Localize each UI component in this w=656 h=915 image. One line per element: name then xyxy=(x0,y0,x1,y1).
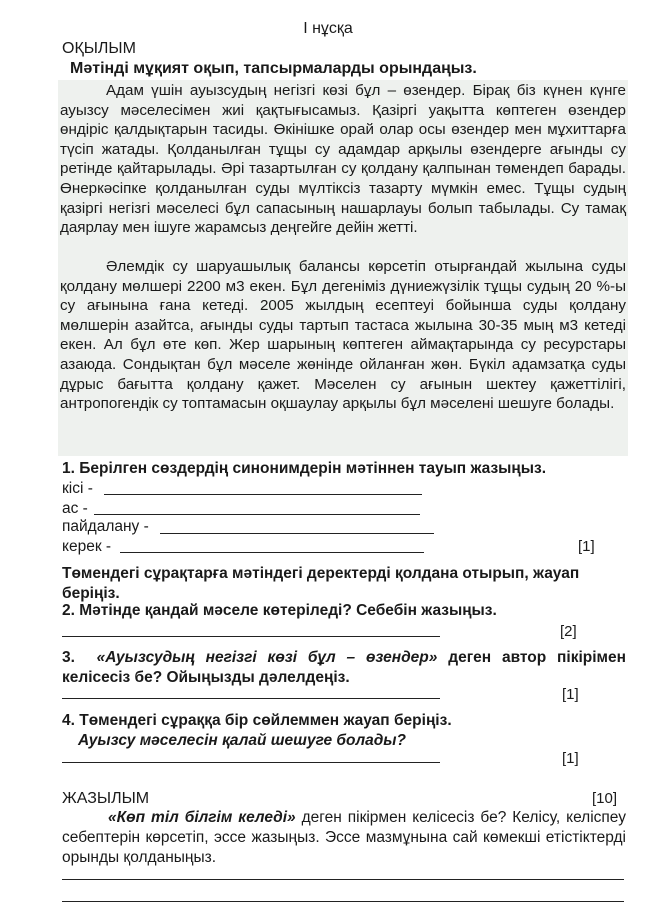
task2-score: [2] xyxy=(560,623,577,640)
reading-paragraph-2: Әлемдік су шаруашылық балансы көрсетіп отырғандай жылына суды қолдану мөлшері 2200 м3 екен. Бұл дегеніміз дүниежүзілік тұщы судың 20 %-ы су ағынына ғана кетеді. 2005 жылдың есептеуі бойынша суды қолдану мөлшерін азайтса, ағынды суды тартып тастаса жылына 30-35 мың м3 кетеді екен. Ал бұл өте көп. Жер шарының көптеген аймақтарында су ресурстары азаюда. Сондықтан бұл мәселе жөнінде ойланған жөн. Бүкіл адамзатқа суды дұрыс бағытта қолдану қажет. Мәселен су ағынын шектеу қажеттілігі, антропогендік су топтамасын оқшаулау арқылы бұл мәселені шешуге болады. xyxy=(60,258,626,413)
task4-question: Ауызсу мәселесін қалай шешуге болады? xyxy=(78,732,407,749)
answer-line-3[interactable] xyxy=(160,533,434,534)
tasks-intro: Төмендегі сұрақтарға мәтіндегі деректерді қолдана отырып, жауап беріңіз. xyxy=(62,565,580,602)
task3-score: [1] xyxy=(562,686,579,703)
variant-title: І нұсқа xyxy=(303,20,353,37)
task4-score: [1] xyxy=(562,750,579,767)
answer-line-task2[interactable] xyxy=(62,636,440,637)
essay-line-2[interactable] xyxy=(62,901,624,902)
task3-text xyxy=(62,648,626,688)
task2-title: 2. Мәтінде қандай мәселе көтеріледі? Себебін жазыңыз. xyxy=(62,602,497,619)
reading-section-title: ОҚЫЛЫМ xyxy=(62,40,136,57)
answer-line-task4[interactable] xyxy=(62,762,440,763)
task3-number: 3. xyxy=(62,649,75,666)
task4-title: 4. Төмендегі сұраққа бір сөйлеммен жауап беріңіз. xyxy=(62,712,452,729)
task3-quote: «Ауызсудың негізгі көзі бұл – өзендер» xyxy=(96,649,438,666)
essay-line-1[interactable] xyxy=(62,879,624,880)
task1-title: 1. Берілген сөздердің синонимдерін мәтіннен тауып жазыңыз. xyxy=(62,460,547,477)
writing-score: [10] xyxy=(592,790,618,807)
writing-quote: «Көп тіл білгім келеді» xyxy=(108,809,296,826)
writing-prompt xyxy=(62,808,626,868)
task1-word-3: пайдалану - xyxy=(62,518,149,535)
task1-word-2: ас - xyxy=(62,500,88,517)
writing-prompt-text: деген пікірмен келісесіз бе? Келісу, келіспеу себептерін көрсетіп, эссе жазыңыз. Эссе мазмұнына сай көмекші етістіктерді орынды қолданыңыз. xyxy=(62,809,626,866)
answer-line-2[interactable] xyxy=(94,514,420,515)
task1-score: [1] xyxy=(578,538,595,555)
answer-line-1[interactable] xyxy=(104,494,422,495)
task1-word-1: кісі - xyxy=(62,480,93,497)
answer-line-4[interactable] xyxy=(120,552,424,553)
task1-word-4: керек - xyxy=(62,538,112,555)
writing-section-title: ЖАЗЫЛЫМ xyxy=(62,790,150,807)
task3-rest: деген автор пікірімен келісесіз бе? Ойыңызды дәлелдеңіз. xyxy=(62,649,626,686)
answer-line-task3[interactable] xyxy=(62,698,440,699)
reading-instruction: Мәтінді мұқият оқып, тапсырмаларды орындаңыз. xyxy=(70,60,477,77)
reading-paragraph-1: Адам үшін ауызсудың негізгі көзі бұл – өзендер. Бірақ біз күнен күнге ауызсу мәселесімен жиі қақтығысамыз. Қазіргі уақытта көптеген өзендер өндіріс қалдықтарын тасиды. Өкінішке орай олар осы өзендер мен мұхиттарға түсіп жатады. Қолданылған тұщы су адамдар арқылы өзендерге ағынды су ретінде қайтарылады. Әрі тазартылған су қолдану қалпынан төмендеп барады. Өнеркәсіпке қолданылған суды мүлтіксіз тазарту мүмкін емес. Тұщы судың қазіргі негізгі мәселесі бұл сапасының нашарлауы болып табылады. Су тамақ даярлау мен ішуге жарамсыз деңгейге дейін жетті. xyxy=(60,82,626,237)
